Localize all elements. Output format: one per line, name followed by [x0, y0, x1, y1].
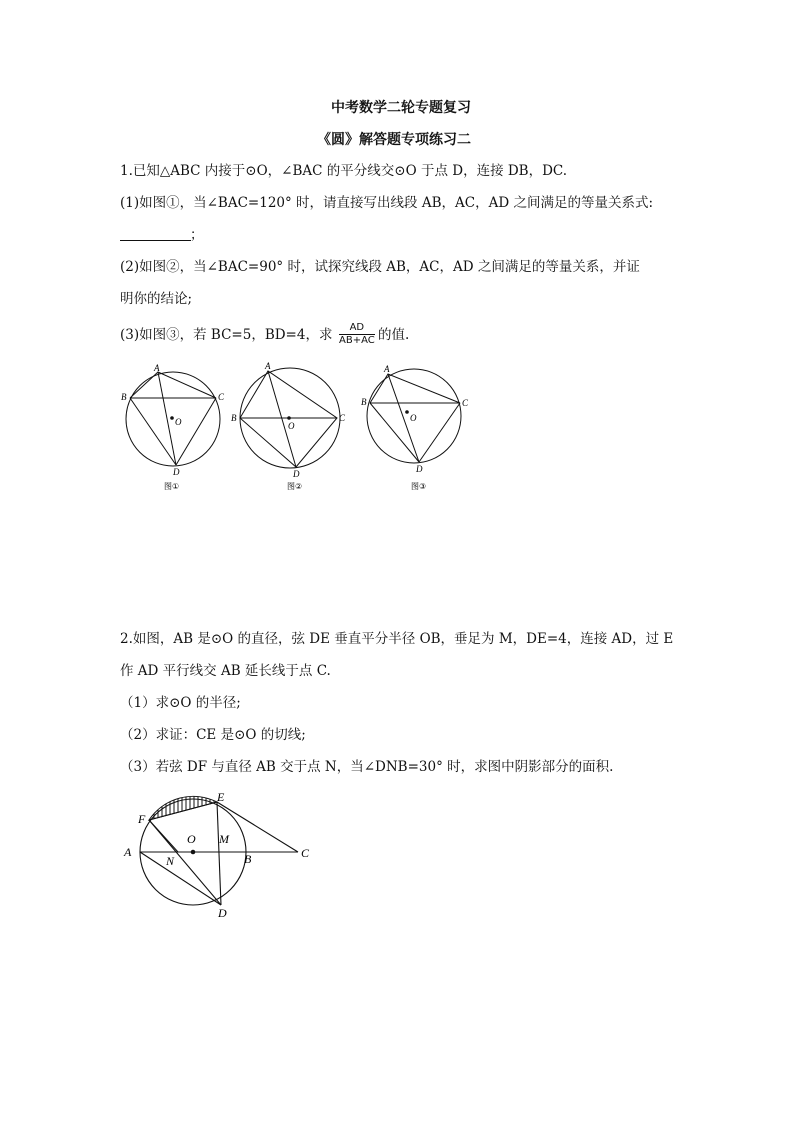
figure-caption: 图① [164, 482, 180, 491]
q2-part3: （3）若弦 DF 与直径 AB 交于点 N，当∠DNB=30° 时，求图中阴影部分的面积. [120, 759, 614, 775]
q1-figures [118, 362, 478, 492]
q1-part1: (1)如图①，当∠BAC=120° 时，请直接写出线段 AB，AC，AD 之间满足的等量关系式: [120, 195, 654, 211]
label-A: A [154, 363, 160, 373]
label-A: A [384, 364, 390, 374]
q1-part2-line1: (2)如图②，当∠BAC=90° 时，试探究线段 AB，AC，AD 之间满足的等量关系，并证 [120, 259, 640, 275]
label-N: N [166, 854, 175, 868]
center-o-dot [191, 850, 196, 855]
label-B: B [231, 413, 237, 423]
label-A: A [124, 845, 132, 859]
label-B: B [361, 397, 367, 407]
fraction-denominator: AB+AC [339, 335, 375, 346]
q1-part3-after: 的值. [378, 327, 410, 343]
label-D: D [173, 467, 180, 477]
label-F: F [138, 812, 146, 826]
label-C: C [339, 413, 346, 423]
label-C: C [462, 398, 469, 408]
q1-part2-line2: 明你的结论; [120, 291, 193, 307]
label-O: O [288, 421, 295, 431]
label-B: B [121, 392, 127, 402]
label-M: M [219, 832, 229, 846]
q1-part1-end: ； [190, 227, 204, 243]
label-E: E [217, 792, 225, 804]
figure-caption: 图③ [411, 482, 427, 491]
q2-part1: （1）求⊙O 的半径; [120, 695, 241, 711]
q1-part3-before: (3)如图③，若 BC=5，BD=4，求 [120, 327, 333, 343]
label-C: C [301, 846, 310, 860]
label-O: O [187, 832, 196, 846]
q2-stem-line1: 2.如图，AB 是⊙O 的直径，弦 DE 垂直平分半径 OB，垂足为 M，DE=4，连接 AD，过 E [120, 631, 674, 647]
q1-answer-blank[interactable] [120, 240, 191, 241]
label-D: D [218, 906, 227, 917]
page-subtitle: 《圆》解答题专项练习二 [317, 132, 471, 148]
label-D: D [416, 464, 423, 474]
center-o-dot [405, 410, 409, 414]
label-D: D [293, 469, 300, 479]
label-O: O [410, 413, 417, 423]
q2-stem-line2: 作 AD 平行线交 AB 延长线于点 C. [120, 663, 331, 679]
q2-part2: （2）求证：CE 是⊙O 的切线; [120, 727, 306, 743]
label-A: A [265, 362, 271, 371]
label-C: C [218, 392, 225, 402]
q1-part3-fraction [339, 323, 375, 346]
center-o-dot [287, 416, 291, 420]
label-B: B [244, 852, 252, 866]
fraction-numerator: AD [349, 322, 365, 333]
page-title: 中考数学二轮专题复习 [331, 100, 471, 116]
q2-figure [120, 792, 320, 917]
center-o-dot [170, 416, 174, 420]
label-O: O [175, 417, 182, 427]
figure-caption: 图② [287, 482, 303, 491]
q1-stem: 1.已知△ABC 内接于⊙O，∠BAC 的平分线交⊙O 于点 D，连接 DB，DC. [120, 163, 568, 179]
